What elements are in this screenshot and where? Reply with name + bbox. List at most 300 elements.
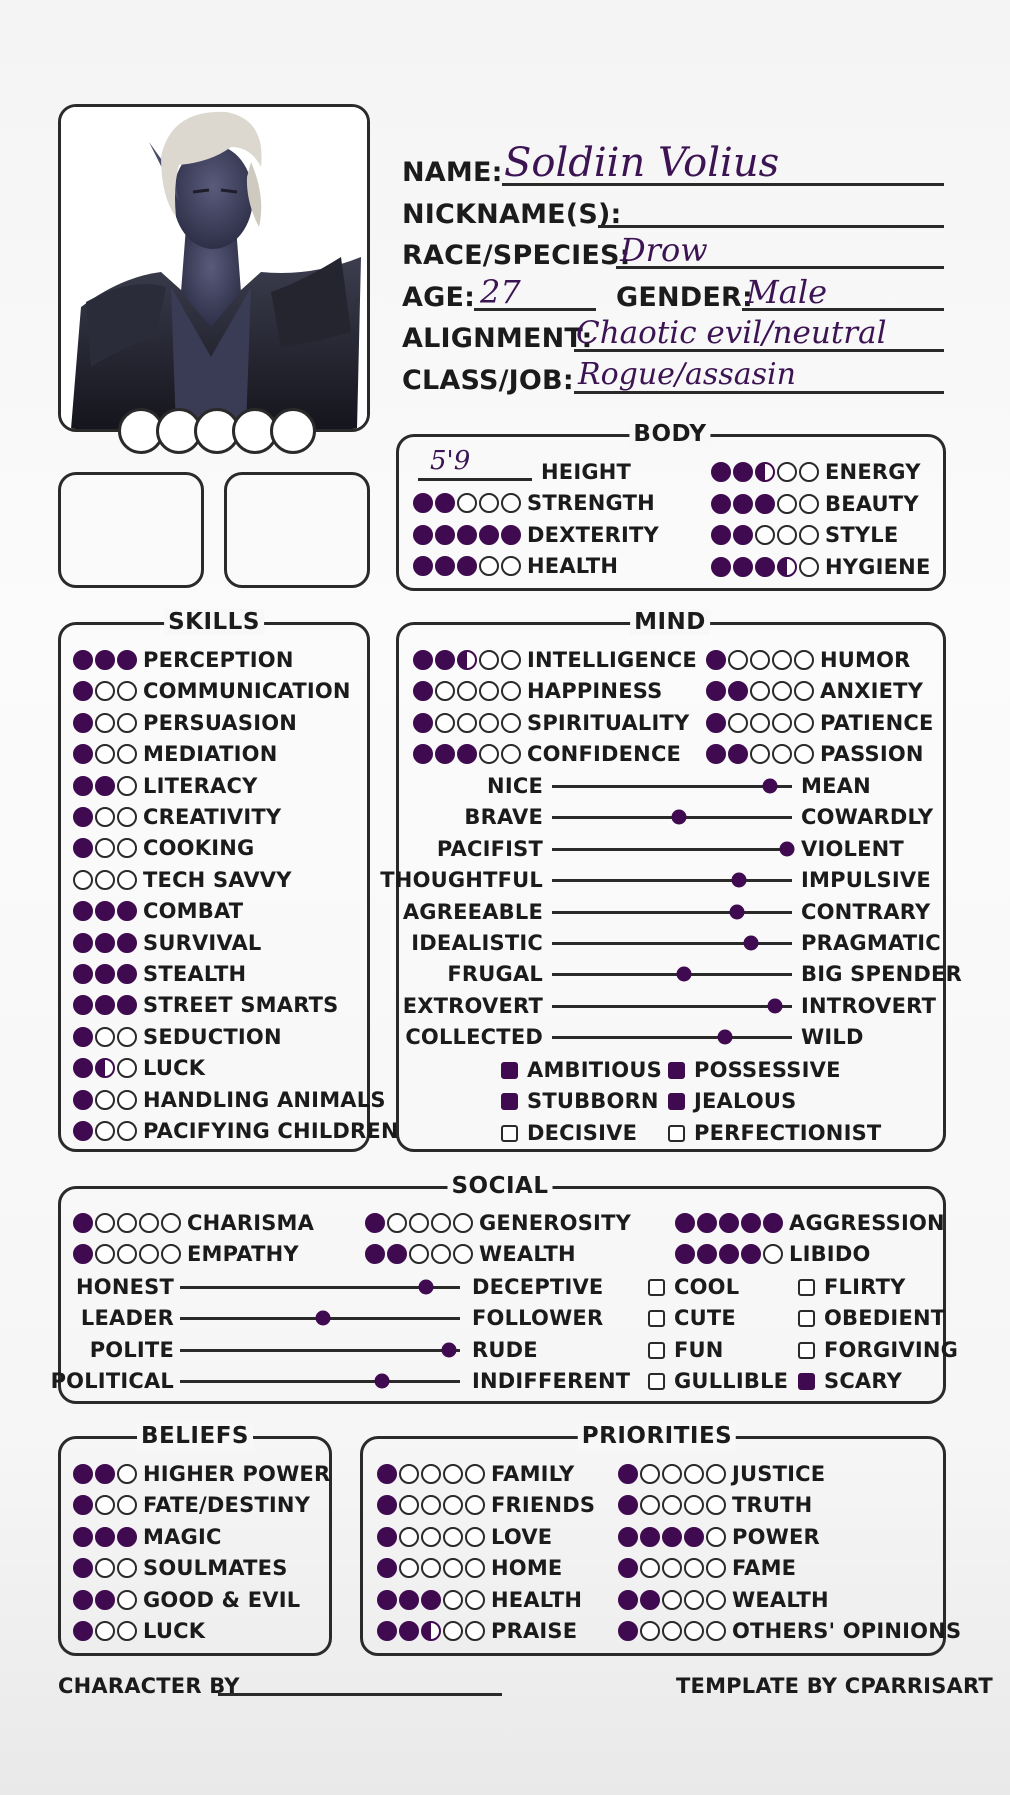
- rating-dot[interactable]: [662, 1621, 682, 1641]
- rating-dot[interactable]: [117, 838, 137, 858]
- persuasion-dots[interactable]: [73, 713, 137, 733]
- rating-dot[interactable]: [684, 1590, 704, 1610]
- rating-dot[interactable]: [117, 744, 137, 764]
- rating-dot[interactable]: [719, 1213, 739, 1233]
- rating-dot[interactable]: [117, 1213, 137, 1233]
- rating-dot[interactable]: [117, 995, 137, 1015]
- rating-dot[interactable]: [443, 1464, 463, 1484]
- rating-dot[interactable]: [697, 1244, 717, 1264]
- rating-dot[interactable]: [728, 713, 748, 733]
- rating-dot[interactable]: [117, 1027, 137, 1047]
- pacifist-violent-slider-knob[interactable]: [780, 841, 795, 856]
- rating-dot[interactable]: [733, 462, 753, 482]
- handling-animals-dots[interactable]: [73, 1090, 137, 1110]
- rating-dot[interactable]: [117, 713, 137, 733]
- fun-checkbox[interactable]: [648, 1342, 665, 1359]
- rating-dot[interactable]: [457, 556, 477, 576]
- rating-dot[interactable]: [750, 744, 770, 764]
- rating-dot[interactable]: [95, 744, 115, 764]
- rating-dot[interactable]: [640, 1495, 660, 1515]
- rating-dot[interactable]: [684, 1464, 704, 1484]
- alignment-value[interactable]: Chaotic evil/neutral: [576, 315, 887, 351]
- rating-dot[interactable]: [777, 557, 797, 577]
- agreeable-contrary-slider-knob[interactable]: [729, 904, 744, 919]
- rating-dot[interactable]: [421, 1527, 441, 1547]
- rating-dot[interactable]: [479, 556, 499, 576]
- rating-dot[interactable]: [399, 1495, 419, 1515]
- rating-dot[interactable]: [117, 964, 137, 984]
- frugal-big-spender-track[interactable]: [552, 973, 792, 976]
- rating-dot[interactable]: [794, 650, 814, 670]
- rating-dot[interactable]: [161, 1213, 181, 1233]
- rating-dot[interactable]: [95, 650, 115, 670]
- rating-dot[interactable]: [443, 1558, 463, 1578]
- class-value[interactable]: Rogue/assasin: [578, 357, 796, 392]
- leader-follower-slider-knob[interactable]: [315, 1311, 330, 1326]
- rating-dot[interactable]: [413, 493, 433, 513]
- jealous-checkbox[interactable]: [668, 1093, 685, 1110]
- rating-dot[interactable]: [479, 713, 499, 733]
- rating-dot[interactable]: [399, 1621, 419, 1641]
- rating-dot[interactable]: [95, 1527, 115, 1547]
- rating-dot[interactable]: [443, 1590, 463, 1610]
- power-dots[interactable]: [618, 1527, 726, 1547]
- rating-dot[interactable]: [501, 525, 521, 545]
- soulmates-dots[interactable]: [73, 1558, 137, 1578]
- rating-dot[interactable]: [95, 681, 115, 701]
- rating-dot[interactable]: [73, 1027, 93, 1047]
- rating-dot[interactable]: [741, 1244, 761, 1264]
- rating-dot[interactable]: [706, 1558, 726, 1578]
- political-indifferent-track[interactable]: [180, 1380, 460, 1383]
- rating-dot[interactable]: [618, 1621, 638, 1641]
- rating-dot[interactable]: [777, 462, 797, 482]
- rating-dot[interactable]: [750, 713, 770, 733]
- confidence-dots[interactable]: [413, 744, 521, 764]
- rating-dot[interactable]: [377, 1558, 397, 1578]
- mediation-dots[interactable]: [73, 744, 137, 764]
- rating-dot[interactable]: [421, 1464, 441, 1484]
- health-dots[interactable]: [377, 1590, 485, 1610]
- rating-dot[interactable]: [662, 1558, 682, 1578]
- rating-dot[interactable]: [755, 525, 775, 545]
- rating-dot[interactable]: [73, 1090, 93, 1110]
- collected-wild-track[interactable]: [552, 1036, 792, 1039]
- rating-dot[interactable]: [728, 744, 748, 764]
- good-evil-dots[interactable]: [73, 1590, 137, 1610]
- rating-dot[interactable]: [465, 1590, 485, 1610]
- rating-dot[interactable]: [73, 1244, 93, 1264]
- rating-dot[interactable]: [413, 744, 433, 764]
- perfectionist-checkbox[interactable]: [668, 1125, 685, 1142]
- rating-dot[interactable]: [435, 744, 455, 764]
- rating-dot[interactable]: [706, 1527, 726, 1547]
- rating-dot[interactable]: [640, 1527, 660, 1547]
- rating-dot[interactable]: [387, 1213, 407, 1233]
- rating-dot[interactable]: [684, 1621, 704, 1641]
- rating-dot[interactable]: [377, 1527, 397, 1547]
- age-value[interactable]: 27: [480, 273, 521, 311]
- rating-dot[interactable]: [755, 557, 775, 577]
- rating-dot[interactable]: [117, 1527, 137, 1547]
- rating-dot[interactable]: [733, 557, 753, 577]
- higher-power-dots[interactable]: [73, 1464, 137, 1484]
- rating-dot[interactable]: [73, 1058, 93, 1078]
- cool-checkbox[interactable]: [648, 1279, 665, 1296]
- rating-dot[interactable]: [453, 1213, 473, 1233]
- rating-dot[interactable]: [763, 1244, 783, 1264]
- rating-dot[interactable]: [443, 1621, 463, 1641]
- rating-dot[interactable]: [733, 525, 753, 545]
- rating-dot[interactable]: [706, 1464, 726, 1484]
- rating-dot[interactable]: [73, 681, 93, 701]
- rating-dot[interactable]: [640, 1590, 660, 1610]
- rating-dot[interactable]: [73, 776, 93, 796]
- rating-dot[interactable]: [95, 1213, 115, 1233]
- rating-dot[interactable]: [365, 1244, 385, 1264]
- rating-dot[interactable]: [73, 964, 93, 984]
- rating-dot[interactable]: [618, 1558, 638, 1578]
- rating-dot[interactable]: [95, 807, 115, 827]
- rating-dot[interactable]: [73, 1527, 93, 1547]
- patience-dots[interactable]: [706, 713, 814, 733]
- rating-dot[interactable]: [501, 556, 521, 576]
- rating-dot[interactable]: [777, 494, 797, 514]
- love-dots[interactable]: [377, 1527, 485, 1547]
- rating-dot[interactable]: [799, 557, 819, 577]
- rating-dot[interactable]: [377, 1464, 397, 1484]
- nice-mean-slider-knob[interactable]: [763, 779, 778, 794]
- magic-dots[interactable]: [73, 1527, 137, 1547]
- rating-dot[interactable]: [728, 650, 748, 670]
- rating-dot[interactable]: [618, 1590, 638, 1610]
- rating-dot[interactable]: [755, 462, 775, 482]
- polite-rude-slider-knob[interactable]: [441, 1342, 456, 1357]
- rating-dot[interactable]: [501, 650, 521, 670]
- rating-dot[interactable]: [706, 1590, 726, 1610]
- rating-dot[interactable]: [73, 933, 93, 953]
- rating-dot[interactable]: [399, 1464, 419, 1484]
- thoughtful-impulsive-slider-knob[interactable]: [732, 873, 747, 888]
- rating-dot[interactable]: [365, 1213, 385, 1233]
- nickname-line[interactable]: [598, 225, 944, 228]
- rating-dot[interactable]: [431, 1244, 451, 1264]
- thoughtful-impulsive-track[interactable]: [552, 879, 792, 882]
- rating-dot[interactable]: [95, 1558, 115, 1578]
- rating-dot[interactable]: [95, 995, 115, 1015]
- extrovert-introvert-track[interactable]: [552, 1005, 792, 1008]
- cooking-dots[interactable]: [73, 838, 137, 858]
- height-value[interactable]: 5'9: [430, 446, 471, 476]
- rating-dot[interactable]: [741, 1213, 761, 1233]
- polite-rude-track[interactable]: [180, 1349, 460, 1352]
- rating-dot[interactable]: [117, 1495, 137, 1515]
- creativity-dots[interactable]: [73, 807, 137, 827]
- pacifist-violent-track[interactable]: [552, 848, 792, 851]
- rating-dot[interactable]: [443, 1495, 463, 1515]
- rating-dot[interactable]: [457, 713, 477, 733]
- rating-dot[interactable]: [675, 1244, 695, 1264]
- rating-dot[interactable]: [377, 1621, 397, 1641]
- rating-dot[interactable]: [73, 1558, 93, 1578]
- literacy-dots[interactable]: [73, 776, 137, 796]
- rating-dot[interactable]: [95, 1121, 115, 1141]
- happiness-dots[interactable]: [413, 681, 521, 701]
- rating-dot[interactable]: [706, 650, 726, 670]
- rating-dot[interactable]: [640, 1621, 660, 1641]
- rating-dot[interactable]: [772, 681, 792, 701]
- possessive-checkbox[interactable]: [668, 1062, 685, 1079]
- rating-dot[interactable]: [95, 1244, 115, 1264]
- rating-dot[interactable]: [794, 744, 814, 764]
- rating-dot[interactable]: [457, 681, 477, 701]
- rating-dot[interactable]: [799, 525, 819, 545]
- rating-dot[interactable]: [675, 1213, 695, 1233]
- rating-dot[interactable]: [73, 901, 93, 921]
- rating-dot[interactable]: [413, 650, 433, 670]
- rating-dot[interactable]: [662, 1590, 682, 1610]
- humor-dots[interactable]: [706, 650, 814, 670]
- rating-dot[interactable]: [435, 650, 455, 670]
- rating-dot[interactable]: [117, 807, 137, 827]
- stealth-dots[interactable]: [73, 964, 137, 984]
- rating-dot[interactable]: [95, 1027, 115, 1047]
- rating-dot[interactable]: [443, 1527, 463, 1547]
- cute-checkbox[interactable]: [648, 1310, 665, 1327]
- empathy-dots[interactable]: [73, 1244, 181, 1264]
- anxiety-dots[interactable]: [706, 681, 814, 701]
- rating-dot[interactable]: [139, 1213, 159, 1233]
- style-dots[interactable]: [711, 525, 819, 545]
- rating-dot[interactable]: [755, 494, 775, 514]
- rating-dot[interactable]: [409, 1244, 429, 1264]
- rating-dot[interactable]: [733, 494, 753, 514]
- rating-dot[interactable]: [772, 744, 792, 764]
- rating-dot[interactable]: [435, 713, 455, 733]
- rating-dot[interactable]: [161, 1244, 181, 1264]
- rating-dot[interactable]: [457, 744, 477, 764]
- rating-dot[interactable]: [413, 556, 433, 576]
- street-smarts-dots[interactable]: [73, 995, 137, 1015]
- rating-dot[interactable]: [706, 681, 726, 701]
- pacifying-children-dots[interactable]: [73, 1121, 137, 1141]
- rating-dot[interactable]: [73, 870, 93, 890]
- rating-dot[interactable]: [421, 1590, 441, 1610]
- race-value[interactable]: Drow: [620, 231, 708, 269]
- rating-dot[interactable]: [95, 1090, 115, 1110]
- dexterity-dots[interactable]: [413, 525, 521, 545]
- combat-dots[interactable]: [73, 901, 137, 921]
- rating-dot[interactable]: [377, 1495, 397, 1515]
- rating-dot[interactable]: [457, 525, 477, 545]
- rating-dot[interactable]: [73, 1121, 93, 1141]
- beauty-dots[interactable]: [711, 494, 819, 514]
- rating-dot[interactable]: [387, 1244, 407, 1264]
- rating-dot[interactable]: [794, 681, 814, 701]
- rating-dot[interactable]: [73, 650, 93, 670]
- frugal-big-spender-slider-knob[interactable]: [677, 967, 692, 982]
- rating-dot[interactable]: [95, 713, 115, 733]
- rating-dot[interactable]: [777, 525, 797, 545]
- perception-dots[interactable]: [73, 650, 137, 670]
- rating-dot[interactable]: [413, 681, 433, 701]
- rating-dot[interactable]: [479, 493, 499, 513]
- extrovert-introvert-slider-knob[interactable]: [768, 998, 783, 1013]
- rating-dot[interactable]: [618, 1527, 638, 1547]
- brave-cowardly-slider-knob[interactable]: [672, 810, 687, 825]
- rating-dot[interactable]: [794, 713, 814, 733]
- rating-dot[interactable]: [73, 1621, 93, 1641]
- forgiving-checkbox[interactable]: [798, 1342, 815, 1359]
- rating-dot[interactable]: [435, 681, 455, 701]
- rating-dot[interactable]: [618, 1464, 638, 1484]
- agreeable-contrary-track[interactable]: [552, 911, 792, 914]
- home-dots[interactable]: [377, 1558, 485, 1578]
- rating-dot[interactable]: [117, 1558, 137, 1578]
- rating-dot[interactable]: [799, 494, 819, 514]
- rating-dot[interactable]: [711, 525, 731, 545]
- rating-dot[interactable]: [117, 1058, 137, 1078]
- wealth-dots[interactable]: [618, 1590, 726, 1610]
- libido-dots[interactable]: [675, 1244, 783, 1264]
- rating-dot[interactable]: [618, 1495, 638, 1515]
- rating-dot[interactable]: [73, 1495, 93, 1515]
- rating-dot[interactable]: [684, 1558, 704, 1578]
- aggression-dots[interactable]: [675, 1213, 783, 1233]
- rating-dot[interactable]: [711, 557, 731, 577]
- rating-dot[interactable]: [421, 1558, 441, 1578]
- rating-dot[interactable]: [763, 1213, 783, 1233]
- rating-dot[interactable]: [457, 650, 477, 670]
- praise-dots[interactable]: [377, 1621, 485, 1641]
- family-dots[interactable]: [377, 1464, 485, 1484]
- rating-dot[interactable]: [421, 1495, 441, 1515]
- rating-dot[interactable]: [73, 807, 93, 827]
- rating-dot[interactable]: [409, 1213, 429, 1233]
- rating-dot[interactable]: [117, 776, 137, 796]
- rating-dot[interactable]: [117, 1590, 137, 1610]
- rating-dot[interactable]: [117, 933, 137, 953]
- rating-dot[interactable]: [399, 1558, 419, 1578]
- communication-dots[interactable]: [73, 681, 137, 701]
- rating-dot[interactable]: [117, 681, 137, 701]
- rating-dot[interactable]: [73, 1213, 93, 1233]
- rating-dot[interactable]: [95, 1058, 115, 1078]
- rating-dot[interactable]: [479, 650, 499, 670]
- rating-dot[interactable]: [706, 1621, 726, 1641]
- rating-dot[interactable]: [117, 650, 137, 670]
- rating-dot[interactable]: [435, 525, 455, 545]
- rating-dot[interactable]: [73, 1590, 93, 1610]
- character-by-line[interactable]: [218, 1693, 502, 1696]
- survival-dots[interactable]: [73, 933, 137, 953]
- rating-dot[interactable]: [73, 1464, 93, 1484]
- political-indifferent-slider-knob[interactable]: [374, 1374, 389, 1389]
- strength-dots[interactable]: [413, 493, 521, 513]
- seduction-dots[interactable]: [73, 1027, 137, 1047]
- rating-dot[interactable]: [750, 650, 770, 670]
- rating-dot[interactable]: [479, 744, 499, 764]
- rating-dot[interactable]: [431, 1213, 451, 1233]
- luck-dots[interactable]: [73, 1058, 137, 1078]
- gullible-checkbox[interactable]: [648, 1373, 665, 1390]
- rating-dot[interactable]: [453, 1244, 473, 1264]
- rating-dot[interactable]: [465, 1527, 485, 1547]
- intelligence-dots[interactable]: [413, 650, 521, 670]
- rating-dot[interactable]: [399, 1527, 419, 1547]
- obedient-checkbox[interactable]: [798, 1310, 815, 1327]
- rating-dot[interactable]: [640, 1558, 660, 1578]
- rating-dot[interactable]: [501, 713, 521, 733]
- rating-dot[interactable]: [95, 901, 115, 921]
- wealth-dots[interactable]: [365, 1244, 473, 1264]
- rating-dot[interactable]: [95, 838, 115, 858]
- rating-dot[interactable]: [95, 1464, 115, 1484]
- rating-dot[interactable]: [73, 744, 93, 764]
- rating-dot[interactable]: [117, 1090, 137, 1110]
- energy-dots[interactable]: [711, 462, 819, 482]
- rating-dot[interactable]: [465, 1495, 485, 1515]
- rating-dot[interactable]: [413, 525, 433, 545]
- rating-dot[interactable]: [117, 1621, 137, 1641]
- stubborn-checkbox[interactable]: [501, 1093, 518, 1110]
- rating-dot[interactable]: [719, 1244, 739, 1264]
- decisive-checkbox[interactable]: [501, 1125, 518, 1142]
- passion-dots[interactable]: [706, 744, 814, 764]
- rating-dot[interactable]: [413, 713, 433, 733]
- rating-dot[interactable]: [117, 870, 137, 890]
- others-opinions-dots[interactable]: [618, 1621, 726, 1641]
- rating-dot[interactable]: [706, 744, 726, 764]
- rating-dot[interactable]: [640, 1464, 660, 1484]
- justice-dots[interactable]: [618, 1464, 726, 1484]
- fame-dots[interactable]: [618, 1558, 726, 1578]
- ambitious-checkbox[interactable]: [501, 1062, 518, 1079]
- rating-dot[interactable]: [799, 462, 819, 482]
- rating-dot[interactable]: [73, 713, 93, 733]
- rating-dot[interactable]: [117, 901, 137, 921]
- rating-dot[interactable]: [73, 995, 93, 1015]
- gender-value[interactable]: Male: [746, 273, 828, 311]
- honest-deceptive-slider-knob[interactable]: [419, 1280, 434, 1295]
- friends-dots[interactable]: [377, 1495, 485, 1515]
- rating-dot[interactable]: [501, 681, 521, 701]
- rating-dot[interactable]: [772, 713, 792, 733]
- rating-dot[interactable]: [662, 1464, 682, 1484]
- rating-dot[interactable]: [465, 1621, 485, 1641]
- rating-dot[interactable]: [95, 933, 115, 953]
- rating-dot[interactable]: [662, 1495, 682, 1515]
- truth-dots[interactable]: [618, 1495, 726, 1515]
- charisma-dots[interactable]: [73, 1213, 181, 1233]
- rating-dot[interactable]: [95, 776, 115, 796]
- tech-savvy-dots[interactable]: [73, 870, 137, 890]
- rating-dot[interactable]: [377, 1590, 397, 1610]
- rating-dot[interactable]: [399, 1590, 419, 1610]
- rating-dot[interactable]: [772, 650, 792, 670]
- rating-dot[interactable]: [684, 1527, 704, 1547]
- name-value[interactable]: Soldiin Volius: [504, 140, 780, 186]
- hygiene-dots[interactable]: [711, 557, 819, 577]
- rating-dot[interactable]: [421, 1621, 441, 1641]
- spirituality-dots[interactable]: [413, 713, 521, 733]
- rating-dot[interactable]: [117, 1244, 137, 1264]
- rating-dot[interactable]: [501, 493, 521, 513]
- rating-dot[interactable]: [706, 713, 726, 733]
- rating-dot[interactable]: [117, 1464, 137, 1484]
- rating-dot[interactable]: [750, 681, 770, 701]
- health-dots[interactable]: [413, 556, 521, 576]
